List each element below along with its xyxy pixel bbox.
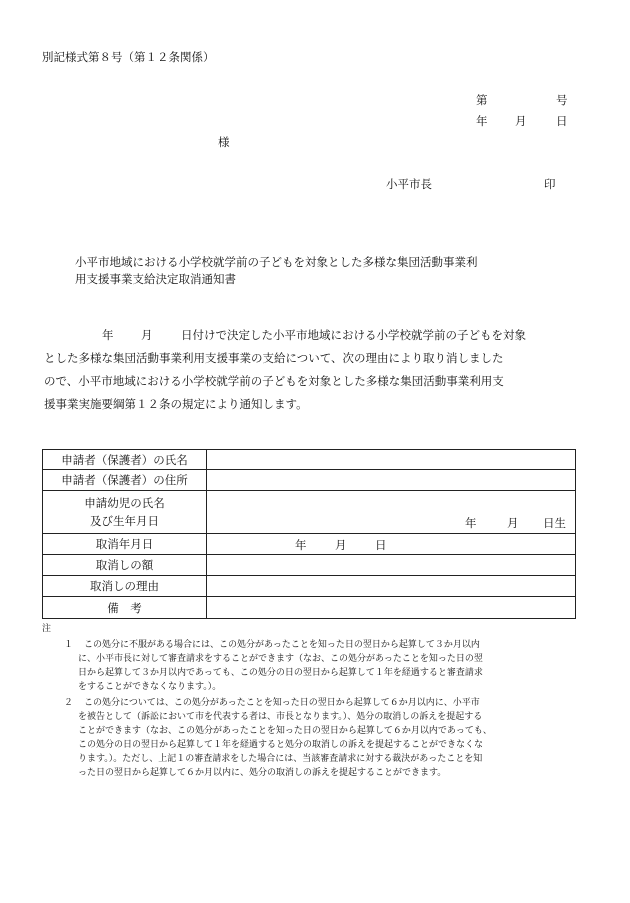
document-title-line1: 小平市地域における小学校就学前の子どもを対象とした多様な集団活動事業利 <box>75 255 478 269</box>
note-line: この処分の日の翌日から起算して１年を経過すると処分の取消しの訴えを提起することができなくな <box>78 740 484 750</box>
body-line1: 日付けで決定した小平市地域における小学校就学前の子どもを対象 <box>181 328 526 342</box>
document-title-line2: 用支援事業支給決定取消通知書 <box>75 272 236 286</box>
note-number: １ <box>64 640 74 650</box>
cancel-date-label: 取消年月日 <box>43 534 207 554</box>
note-line: 日から起算して３か月以内であっても、この処分の日の翌日から起算して１年を経過すると審査請求 <box>78 668 483 678</box>
note-line: ります。）。ただし、上記１の審査請求をした場合には、当該審査請求に対する裁決があったことを知 <box>78 754 483 764</box>
body-year-label: 年 <box>102 328 114 342</box>
body-month-label: 月 <box>141 328 153 342</box>
child-label <box>43 491 207 533</box>
note-line: この処分については、この処分があったことを知った日の翌日から起算して６か月以内に、小平市 <box>84 698 480 708</box>
body-line2: とした多様な集団活動事業利用支援事業の支給について、次の理由により取り消しました <box>44 351 504 365</box>
note-line: ことができます（なお、この処分があったことを知った日の翌日から起算して６か月以内であっても、 <box>78 726 492 736</box>
cancel-reason-label: 取消しの理由 <box>43 576 207 596</box>
note-line: に、小平市長に対して審査請求をすることができます（なお、この処分があったことを知った日の翌 <box>78 654 483 664</box>
note-item-1 <box>42 638 582 694</box>
applicant-name-label: 申請者（保護者）の氏名 <box>43 450 207 469</box>
body-line4: 援事業実施要綱第１２条の規定により通知します。 <box>44 397 308 411</box>
cancel-date-day: 日 <box>375 538 387 552</box>
seal-mark: 印 <box>544 177 556 191</box>
note-line: をすることができなくなります。）。 <box>78 682 222 692</box>
cancel-date-year: 年 <box>295 538 307 552</box>
note-line: この処分に不服がある場合には、この処分があったことを知った日の翌日から起算して３か月以内 <box>84 640 480 650</box>
note-item-2 <box>42 696 582 780</box>
body-line3: ので、小平市地域における小学校就学前の子どもを対象とした多様な集団活動事業利用支 <box>44 374 504 388</box>
notes-heading: 注 <box>42 624 52 634</box>
cancel-date-month: 月 <box>335 538 347 552</box>
remarks-label: 備 考 <box>43 597 207 618</box>
date-day-label: 日 <box>556 114 568 128</box>
child-birth-month: 月 <box>507 516 519 530</box>
table-row-cancel-date <box>43 534 575 555</box>
child-birthdate-label: 及び生年月日 <box>90 514 159 528</box>
sender-title: 小平市長 <box>386 177 432 191</box>
child-name-label: 申請幼児の氏名 <box>84 496 165 510</box>
addressee-suffix: 様 <box>218 135 230 149</box>
notes-section <box>42 622 582 780</box>
note-line: を被告として（訴訟において市を代表する者は、市長となります。）、処分の取消しの訴えを提起する <box>78 712 483 722</box>
applicant-address-label: 申請者（保護者）の住所 <box>43 470 207 490</box>
note-line: った日の翌日から起算して６か月以内に、処分の取消しの訴えを提起することができます。 <box>78 768 447 778</box>
note-number: ２ <box>64 698 74 708</box>
table-row-cancel-amount <box>43 555 575 576</box>
table-row-remarks <box>43 597 575 618</box>
child-birth-day: 日生 <box>543 516 566 530</box>
table-row-applicant-address <box>43 470 575 491</box>
form-reference: 別記様式第８号（第１２条関係） <box>42 50 215 64</box>
cancel-amount-label: 取消しの額 <box>43 555 207 575</box>
table-row-child <box>43 491 575 534</box>
table-row-applicant-name <box>43 450 575 470</box>
date-month-label: 月 <box>515 114 527 128</box>
table-row-cancel-reason <box>43 576 575 597</box>
date-year-label: 年 <box>476 114 488 128</box>
cancellation-details-table <box>42 449 576 619</box>
child-birth-year: 年 <box>465 516 477 530</box>
number-label-go: 号 <box>556 93 568 107</box>
number-label-dai: 第 <box>476 93 488 107</box>
